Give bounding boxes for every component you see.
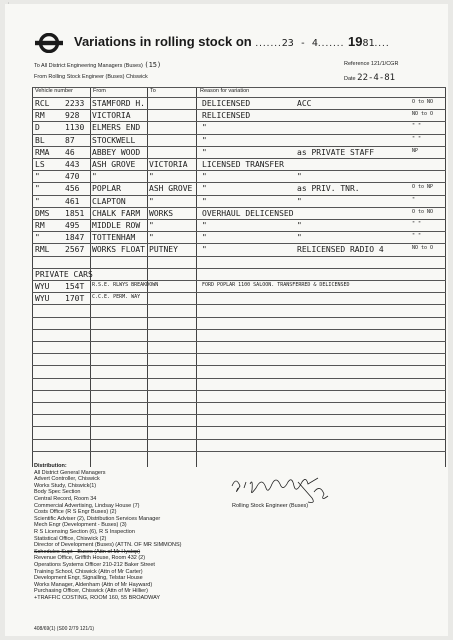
table-cell: 2233	[65, 99, 85, 108]
corner-mark: ’	[8, 3, 10, 9]
row-rule	[32, 146, 446, 147]
distribution-item: Training School, Chiswick (Attn of Mr Carter)	[34, 568, 143, 575]
distribution-item: Mech Engr (Development - Buses) (3)	[34, 522, 127, 529]
table-cell: 928	[65, 111, 80, 121]
variations-table	[32, 87, 446, 467]
table-cell: "	[202, 135, 207, 145]
table-cell: 443	[65, 160, 80, 169]
row-rule	[32, 109, 446, 110]
row-rule	[32, 426, 446, 427]
row-rule	[32, 195, 446, 196]
table-cell: VICTORIA	[149, 160, 188, 169]
table-cell: D	[35, 123, 40, 133]
table-cell: FORD POPLAR 1100 SALOON. TRANSFERRED & DELICENSED	[202, 282, 350, 288]
row-rule	[32, 243, 446, 244]
table-cell: 1130	[65, 123, 85, 133]
title-year-prefix: 19	[347, 34, 363, 49]
header-reason: Reason for variation	[200, 88, 250, 94]
row-rule	[32, 182, 446, 183]
table-cell: LS	[35, 160, 45, 169]
table-cell: POPLAR	[92, 184, 121, 194]
distribution-item: Purchasing Officer, Chiswick (Attn of Mr Hillier)	[34, 588, 148, 595]
table-cell: C.C.E. PERM. WAY	[92, 294, 141, 301]
table-cell: RELICENSED RADIO 4	[297, 245, 384, 255]
from-line: From Rolling Stock Engineer (Buses) Chiswick	[34, 74, 148, 80]
row-rule	[32, 378, 446, 379]
distribution-item: Body Spec Section	[34, 489, 81, 496]
table-cell: O to NO	[412, 208, 434, 215]
table-cell: "	[202, 196, 207, 206]
row-rule	[32, 121, 446, 122]
table-cell: "	[202, 172, 207, 182]
table-cell: "	[149, 196, 154, 206]
table-cell: "	[202, 184, 207, 194]
row-rule	[32, 219, 446, 220]
table-cell: VICTORIA	[92, 111, 131, 121]
to-count: (15)	[144, 61, 162, 69]
to-line	[34, 61, 161, 69]
table-cell: ASH GROVE	[149, 184, 193, 194]
table-cell: MIDDLE ROW	[92, 221, 141, 230]
reference-label: Reference 121/1/CGR	[344, 61, 399, 67]
distribution-item: Development Engr, Signalling, Telstar House	[34, 575, 143, 582]
table-cell: DMS	[35, 208, 50, 218]
distribution-item: Works Manager, Aldenham (Attn of Mr Hayward)	[34, 581, 153, 588]
row-rule	[32, 365, 446, 366]
table-cell: 470	[65, 172, 80, 182]
table-cell: 46	[65, 147, 75, 157]
table-cell: "	[35, 233, 40, 243]
table-cell: "	[297, 172, 302, 182]
table-cell: "	[297, 196, 302, 206]
table-cell: " "	[412, 135, 422, 142]
table-cell: "	[297, 221, 302, 230]
table-cell: "	[202, 123, 207, 133]
distribution-item: Central Record, Room 34	[34, 495, 97, 502]
row-rule	[32, 97, 446, 98]
date-line	[344, 73, 395, 83]
table-cell: CHALK FARM	[92, 208, 141, 218]
table-cell: WYU	[35, 294, 50, 304]
row-rule	[32, 268, 446, 269]
table-cell: ASH GROVE	[92, 160, 136, 169]
table-cell: "	[92, 172, 97, 182]
row-rule	[32, 280, 446, 281]
table-cell: WYU	[35, 282, 50, 291]
table-cell: OVERHAUL DELICENSED	[202, 208, 294, 218]
row-rule	[32, 317, 446, 318]
table-cell: RM	[35, 221, 45, 230]
table-cell: "	[297, 233, 302, 243]
distribution-item: Revenue Office, Griffith House, Room 432 (2)	[34, 555, 146, 562]
table-cell: RMA	[35, 147, 50, 157]
table-cell: PRIVATE CARS	[35, 269, 93, 279]
title-date: 23 - 4	[281, 38, 318, 49]
table-cell: RELICENSED	[202, 111, 251, 121]
table-cell: 1847	[65, 233, 85, 243]
table-cell: PUTNEY	[149, 245, 178, 255]
row-rule	[32, 170, 446, 171]
table-cell: 87	[65, 135, 75, 145]
row-rule	[32, 329, 446, 330]
table-cell: 456	[65, 184, 80, 194]
table-cell: "	[412, 196, 416, 203]
title-year: 81	[362, 38, 375, 49]
table-cell: ACC	[297, 99, 312, 108]
table-cell: WORKS FLOAT	[92, 245, 145, 255]
table-cell: BL	[35, 135, 45, 145]
table-cell: RML	[35, 245, 50, 255]
table-cell: STAMFORD H.	[92, 99, 145, 108]
table-cell: 170T	[65, 294, 85, 304]
distribution-item: Costs Office (R S Engr Buses) (2)	[34, 509, 117, 516]
row-rule	[32, 353, 446, 354]
row-rule	[32, 390, 446, 391]
form-code: 408/69(1) (S00 2/79 121/1)	[34, 626, 95, 632]
distribution-item: All District General Managers	[34, 469, 106, 476]
row-rule	[32, 231, 446, 232]
page-title: Variations in rolling stock on .......23 - 4....... 1981....	[74, 34, 390, 49]
table-cell: CLAPTON	[92, 196, 126, 206]
table-cell: as PRIV. TNR.	[297, 184, 360, 194]
row-rule	[32, 256, 446, 257]
table-cell: 461	[65, 196, 80, 206]
date-label: Date	[344, 76, 356, 82]
table-cell: 154T	[65, 282, 85, 291]
distribution-item: Operations Systems Officer 210-212 Baker Street	[34, 561, 155, 568]
table-cell: ELMERS END	[92, 123, 141, 133]
table-cell: O to NP	[412, 184, 434, 191]
row-rule	[32, 414, 446, 415]
table-cell: NP	[412, 147, 419, 154]
header-to: To	[150, 88, 156, 94]
table-cell: as PRIVATE STAFF	[297, 147, 375, 157]
row-rule	[32, 402, 446, 403]
distribution-lines	[34, 470, 209, 602]
header-from: From	[93, 88, 106, 94]
table-cell: "	[35, 196, 40, 206]
header-vehicle: Vehicle number	[35, 88, 73, 94]
table-cell: STOCKWELL	[92, 135, 136, 145]
distribution-heading: Distribution:	[34, 463, 67, 469]
distribution-item: Schedules Supt - Buses (Attn of Mr Hyslop)	[34, 548, 141, 555]
table-cell: O to NO	[412, 99, 434, 105]
table-cell: DELICENSED	[202, 99, 251, 108]
distribution-list	[34, 463, 209, 601]
row-rule	[32, 341, 446, 342]
table-cell: 1851	[65, 208, 85, 218]
distribution-item: R S Licensing Section (6), R S Inspection	[34, 528, 135, 535]
row-rule	[32, 158, 446, 159]
row-rule	[32, 451, 446, 452]
title-text: Variations in rolling stock on	[74, 34, 252, 49]
table-cell: 495	[65, 221, 80, 230]
table-cell: RCL	[35, 99, 50, 108]
table-cell: "	[202, 221, 207, 230]
distribution-item: Works Study, Chiswick(1)	[34, 482, 97, 489]
distribution-item: Commercial Advertising, Lindsay House (7)	[34, 502, 140, 509]
to-text: To All District Engineering Managers (Buses)	[34, 63, 143, 69]
table-cell: "	[149, 221, 154, 230]
table-cell: R.S.E. RLWYS BREAKDOWN	[92, 282, 159, 288]
table-cell: "	[35, 172, 40, 182]
table-cell: LICENSED TRANSFER	[202, 160, 284, 169]
date-value: 22-4-81	[357, 73, 396, 83]
table-cell: " "	[412, 221, 422, 227]
table-cell: "	[149, 233, 154, 243]
row-rule	[32, 207, 446, 208]
table-cell: RM	[35, 111, 45, 121]
table-cell: "	[149, 172, 154, 182]
table-cell: NO to O	[412, 111, 434, 118]
table-cell: "	[202, 245, 207, 255]
distribution-item: Scientific Adviser (2), Distribution Services Manager	[34, 515, 161, 522]
row-rule	[32, 87, 446, 88]
roundel-logo-icon	[34, 33, 64, 53]
table-cell: 2567	[65, 245, 85, 255]
signature-label: Rolling Stock Engineer (Buses)	[232, 503, 309, 509]
distribution-item: +TRAFFIC COSTING, ROOM 160, 55 BROADWAY	[34, 594, 161, 601]
table-cell: "	[202, 233, 207, 243]
table-cell: " "	[412, 123, 422, 130]
table-cell: ABBEY WOOD	[92, 147, 141, 157]
table-cell: TOTTENHAM	[92, 233, 136, 243]
row-rule	[32, 304, 446, 305]
row-rule	[32, 439, 446, 440]
distribution-item: Director of Development (Buses) (ATTN. OF MR SIMMONS)	[34, 542, 182, 549]
row-rule	[32, 134, 446, 135]
table-cell: WORKS	[149, 208, 174, 218]
table-cell: "	[35, 184, 40, 194]
distribution-item: Advert Controller, Chiswick	[34, 476, 100, 483]
row-rule	[32, 292, 446, 293]
table-cell: " "	[412, 233, 422, 240]
table-cell: NO to O	[412, 245, 434, 252]
distribution-item: Statistical Office, Chiswick (2)	[34, 535, 107, 542]
table-cell: "	[202, 147, 207, 157]
